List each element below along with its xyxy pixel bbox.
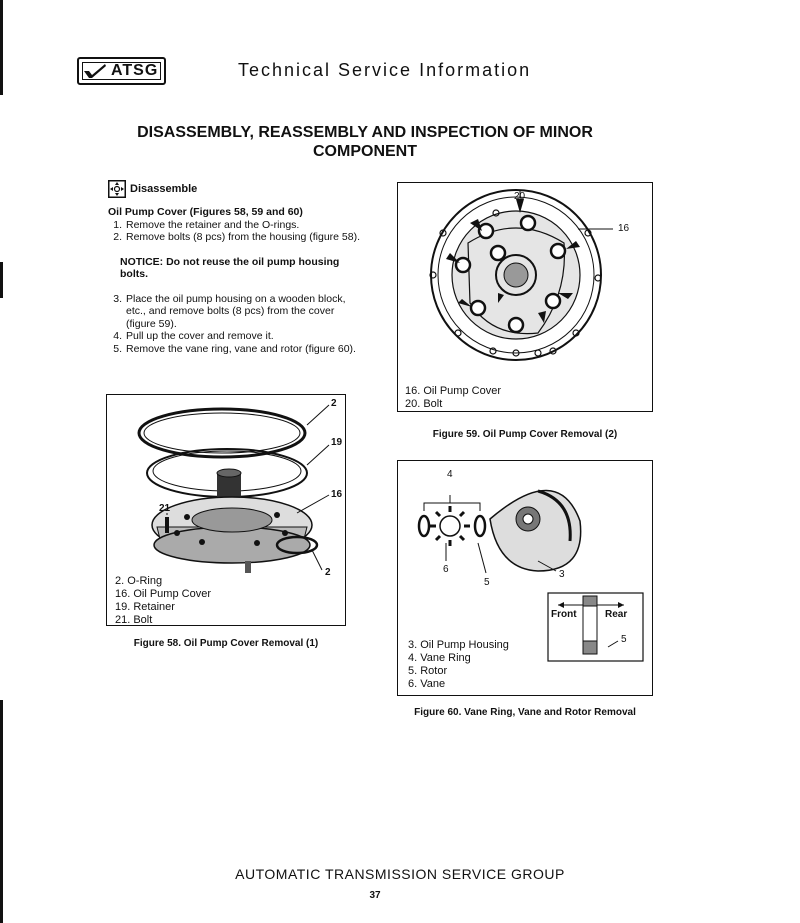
callout-16: 16 — [618, 223, 630, 234]
instructions — [108, 206, 366, 355]
checkmark-icon — [83, 63, 107, 79]
header-title: Technical Service Information — [238, 60, 532, 80]
figure-60-box — [397, 460, 653, 696]
figure-58-box — [106, 394, 346, 626]
step-item: 3. Place the oil pump housing on a wooden block, etc., and remove bolts (8 pcs) from the cover (figure 59). — [113, 292, 346, 330]
inset-front-label: Front — [551, 609, 577, 620]
step-item: 4. Pull up the cover and remove it. — [113, 330, 274, 342]
inset-rear-label: Rear — [605, 609, 628, 620]
page-title: DISASSEMBLY, REASSEMBLY AND INSPECTION OF MINOR COMPONENT — [137, 124, 593, 160]
instructions-subhead: Oil Pump Cover (Figures 58, 59 and 60) — [108, 206, 303, 218]
disassemble-heading — [108, 180, 197, 198]
logo-text: ATSG — [111, 62, 159, 79]
disassemble-label: Disassemble — [130, 183, 198, 195]
callout-20: 20 — [514, 191, 526, 202]
callout-16: 16 — [331, 489, 343, 500]
figure-58-legend: 2. O-Ring 16. Oil Pump Cover 19. Retainer 21. Bolt — [115, 575, 211, 626]
disassemble-icon — [108, 180, 126, 198]
callout-21: 21 — [159, 503, 171, 514]
callout-2-top: 2 — [331, 398, 337, 409]
step-item: 2. Remove bolts (8 pcs) from the housing (figure 58). — [113, 231, 361, 243]
binder-edge-mid — [0, 262, 3, 298]
oil-pump-cover-bolts-illustration — [398, 183, 652, 411]
atsg-logo — [77, 57, 166, 85]
callout-6: 6 — [443, 564, 449, 575]
footer-org: AUTOMATIC TRANSMISSION SERVICE GROUP — [235, 866, 565, 882]
figure-59-legend: 16. Oil Pump Cover 20. Bolt — [405, 385, 501, 410]
figure-59-box — [397, 182, 653, 412]
binder-edge-top — [0, 0, 3, 95]
callout-3: 3 — [559, 569, 565, 580]
step-item: 1. Remove the retainer and the O-rings. — [113, 218, 300, 231]
inset-callout-5: 5 — [621, 634, 627, 645]
figure-60-legend: 3. Oil Pump Housing 4. Vane Ring 5. Rotor 6. Vane — [408, 639, 509, 690]
figure-59-caption: Figure 59. Oil Pump Cover Removal (2) — [432, 429, 618, 440]
page-number: 37 — [369, 890, 381, 901]
step-item: 5. Remove the vane ring, vane and rotor (figure 60). — [113, 342, 356, 355]
callout-19: 19 — [331, 437, 343, 448]
callout-5: 5 — [484, 577, 490, 588]
callout-2-bottom: 2 — [325, 567, 331, 578]
notice: NOTICE: Do not reuse the oil pump housing bolts. — [120, 255, 340, 280]
figure-58-caption: Figure 58. Oil Pump Cover Removal (1) — [133, 638, 319, 649]
figure-60-caption: Figure 60. Vane Ring, Vane and Rotor Removal — [414, 707, 636, 718]
callout-4: 4 — [447, 469, 453, 480]
